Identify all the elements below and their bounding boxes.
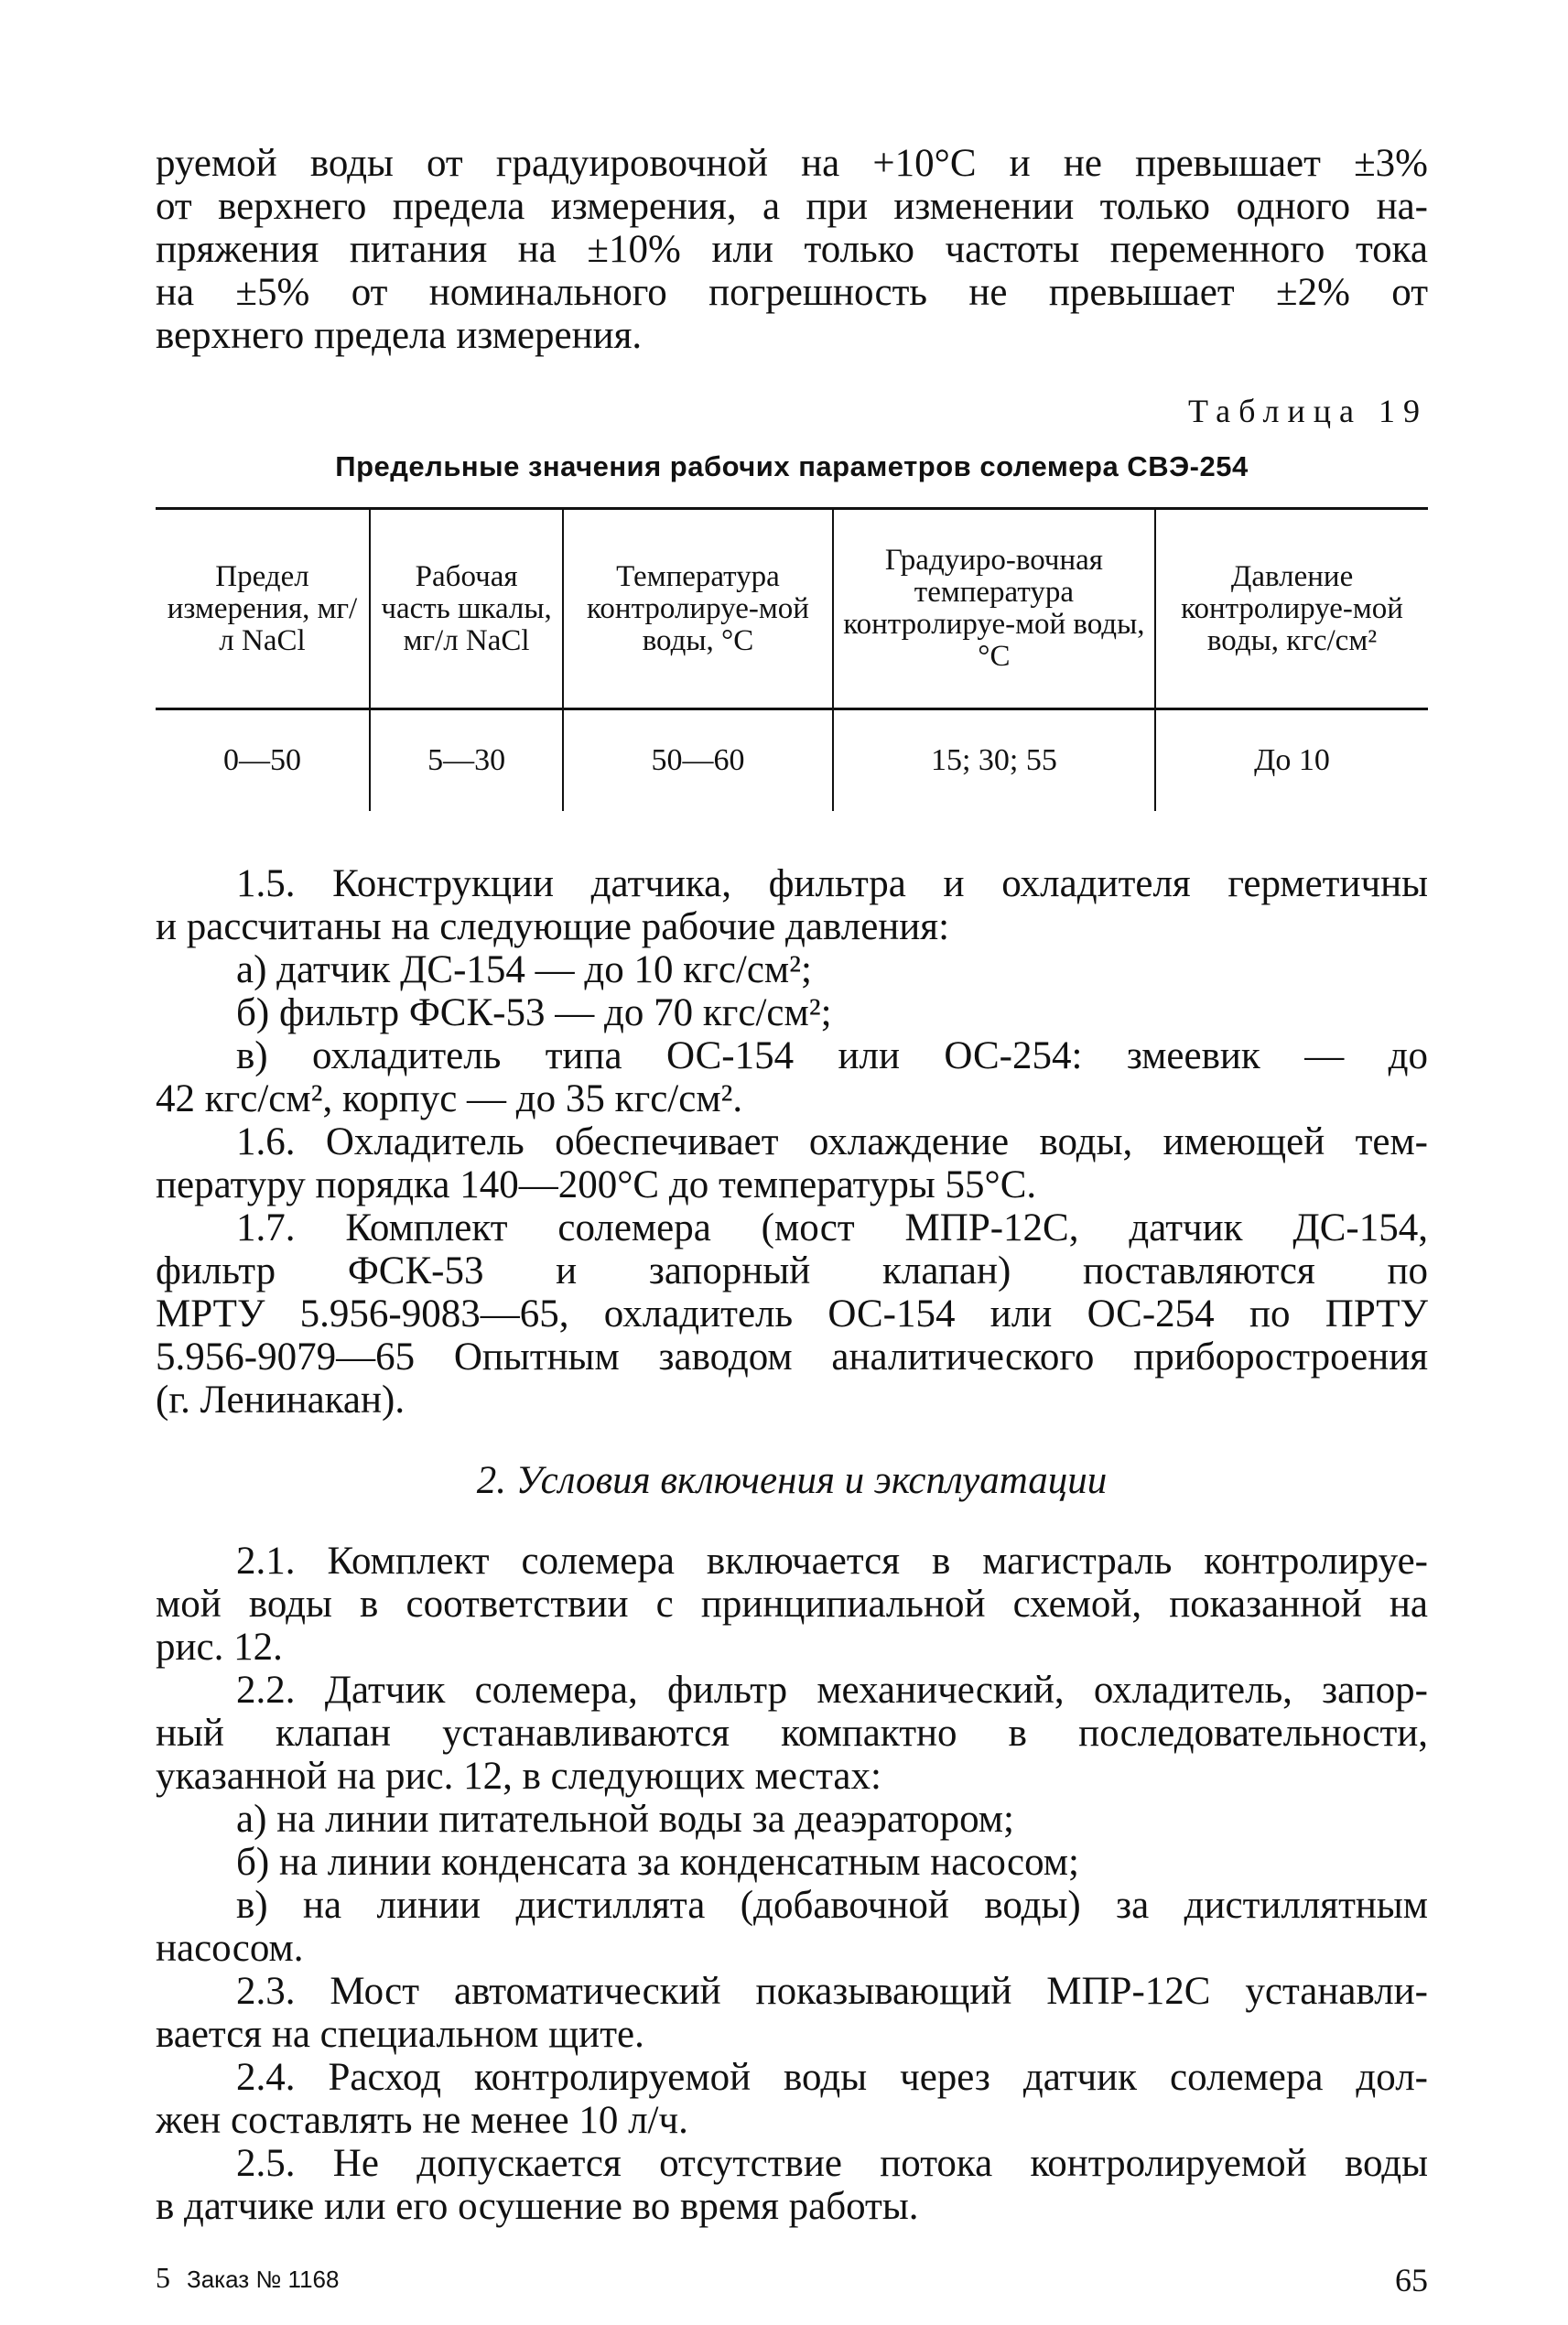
text-line: 2.5. Не допускается отсутствие потока контролируемой воды [236,2142,1428,2185]
text-line: 42 кгс/см², корпус — до 35 кгс/см². [156,1077,743,1120]
paragraph [156,991,1428,1034]
text-line: насосом. [156,1927,304,1970]
footer-left [156,2261,339,2295]
page-number: 65 [1395,2262,1428,2298]
text-line: руемой воды от градуировочной на +10°С и не превышает ±3% [156,142,1428,185]
cell-working-scale: 5—30 [370,709,563,812]
paragraph [156,1540,1428,1669]
text-line: (г. Ленинакан). [156,1379,406,1422]
page-content [156,142,1428,2228]
table-number: Таблица 19 [1188,393,1428,429]
text-line: ный клапан устанавливаются компактно в последовательности, [156,1712,1428,1755]
text-line: на ±5% от номинального погрешность не превышает ±2% от [156,271,1428,314]
header-water-pressure: Давление контролируе-мой воды, кгс/см² [1155,509,1428,709]
text-line: а) на линии питательной воды за деаэратором; [236,1798,1014,1841]
cell-water-temperature: 50—60 [563,709,833,812]
text-line: б) на линии конденсата за конденсатным насосом; [236,1841,1079,1884]
paragraph [156,1841,1428,1884]
paragraph [156,1034,1428,1120]
text-line: в) охладитель типа ОС-154 или ОС-254: змеевик — до [236,1034,1428,1077]
paragraph [156,1798,1428,1841]
text-line: в) на линии дистиллята (добавочной воды) за дистиллятным [236,1884,1428,1927]
text-line: 2.2. Датчик солемера, фильтр механический, охладитель, запор- [236,1669,1428,1712]
text-line: 2.3. Мост автоматический показывающий МПР-12С устанавли- [236,1970,1428,2013]
text-line: указанной на рис. 12, в следующих местах: [156,1755,881,1798]
text-line: 1.6. Охладитель обеспечивает охлаждение воды, имеющей тем- [236,1120,1428,1163]
order-number: Заказ № 1168 [187,2266,340,2293]
paragraph [156,1970,1428,2056]
paragraph [156,1669,1428,1798]
paragraph [156,2056,1428,2142]
paragraph [156,1120,1428,1206]
text-line: мой воды в соответствии с принципиальной схемой, показанной на [156,1583,1428,1626]
text-line: пряжения питания на ±10% или только частоты переменного тока [156,228,1428,271]
text-line: пературу порядка 140—200°С до температуры 55°С. [156,1163,1037,1206]
text-line: 5.956-9079—65 Опытным заводом аналитического приборостроения [156,1336,1428,1379]
text-line: а) датчик ДС-154 — до 10 кгс/см²; [236,948,812,991]
table-title: Предельные значения рабочих параметров солемера СВЭ-254 [335,450,1249,482]
cell-calibration-temperature: 15; 30; 55 [833,709,1155,812]
text-line: МРТУ 5.956-9083—65, охладитель ОС-154 или ОС-254 по ПРТУ [156,1292,1428,1336]
text-line: фильтр ФСК-53 и запорный клапан) поставляются по [156,1249,1428,1292]
header-water-temperature: Температура контролируе-мой воды, °С [563,509,833,709]
text-line: в датчике или его осушение во время работы. [156,2185,919,2228]
text-line: 2.1. Комплект солемера включается в магистраль контролируе- [236,1540,1428,1583]
section-2-paragraphs [156,1540,1428,2228]
section-1-paragraphs [156,862,1428,1422]
text-line: вается на специальном щите. [156,2013,644,2056]
paragraph [156,1206,1428,1422]
text-line: рис. 12. [156,1626,283,1669]
cell-water-pressure: До 10 [1155,709,1428,812]
text-line: 2.4. Расход контролируемой воды через датчик солемера дол- [236,2056,1428,2099]
parameters-table [156,507,1428,811]
text-line: и рассчитаны на следующие рабочие давления: [156,905,950,948]
paragraph [156,862,1428,948]
text-line: от верхнего предела измерения, а при изменении только одного на- [156,185,1428,228]
section-2-title: 2. Условия включения и эксплуатации [476,1459,1108,1502]
signature-mark: 5 [156,2261,170,2294]
paragraph [156,1884,1428,1970]
text-line: 1.7. Комплект солемера (мост МПР-12С, датчик ДС-154, [236,1206,1428,1249]
text-line: верхнего предела измерения. [156,314,643,357]
paragraph [156,2142,1428,2228]
text-line: 1.5. Конструкции датчика, фильтра и охладителя герметичны [236,862,1428,905]
header-working-scale: Рабочая часть шкалы, мг/л NaCl [370,509,563,709]
header-measurement-limit: Предел измерения, мг/л NaCl [167,559,358,657]
text-line: жен составлять не менее 10 л/ч. [156,2099,688,2142]
intro-paragraph [156,142,1428,357]
cell-measurement-limit: 0—50 [222,743,301,777]
table-header-row [156,509,1428,709]
paragraph [156,948,1428,991]
table-row [156,709,1428,812]
text-line: б) фильтр ФСК-53 — до 70 кгс/см²; [236,991,832,1034]
header-calibration-temperature: Градуиро-вочная температура контролируе-мой воды, °С [833,509,1155,709]
